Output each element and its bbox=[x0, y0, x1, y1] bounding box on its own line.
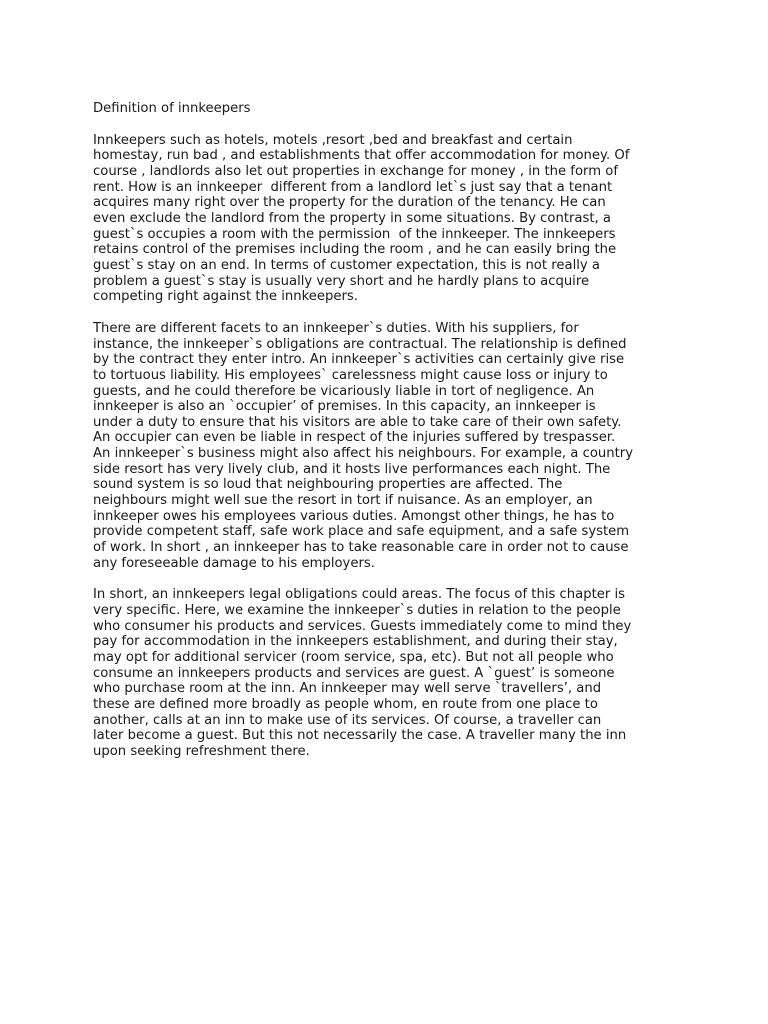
paragraph-1 bbox=[93, 133, 683, 305]
paragraph-line: Innkeepers such as hotels, motels ,resort ,bed and breakfast and certain bbox=[93, 132, 573, 148]
paragraph-line: upon seeking refreshment there. bbox=[93, 743, 310, 759]
document-title: Definition of innkeepers bbox=[93, 101, 251, 116]
paragraph-line: guest`s stay on an end. In terms of customer expectation, this is not really a bbox=[93, 257, 600, 273]
document-body bbox=[93, 101, 683, 776]
paragraph-line: under a duty to ensure that his visitors are able to take care of their own safety. bbox=[93, 414, 622, 430]
paragraph-line: acquires many right over the property for the duration of the tenancy. He can bbox=[93, 195, 606, 211]
paragraph-line: innkeeper owes his employees various duties. Amongst other things, he has to bbox=[93, 508, 615, 524]
paragraph-line: of work. In short , an innkeeper has to take reasonable care in order not to cause bbox=[93, 540, 629, 556]
paragraph-line: course , landlords also let out properties in exchange for money , in the form of bbox=[93, 163, 618, 179]
paragraph-line: homestay, run bad , and establishments that offer accommodation for money. Of bbox=[93, 148, 630, 164]
paragraph-line: An innkeeper`s business might also affect his neighbours. For example, a country bbox=[93, 446, 634, 462]
paragraph-line: any foreseeable damage to his employers. bbox=[93, 555, 375, 571]
paragraph-line: There are different facets to an innkeeper`s duties. With his suppliers, for bbox=[93, 320, 579, 336]
paragraph-line: even exclude the landlord from the property in some situations. By contrast, a bbox=[93, 210, 612, 226]
paragraph-line: guest`s occupies a room with the permission of the innkeeper. The innkeepers bbox=[93, 226, 616, 242]
paragraph-line: may opt for additional servicer (room service, spa, etc). But not all people who bbox=[93, 650, 614, 665]
paragraph-line: guests, and he could therefore be vicariously liable in tort of negligence. An bbox=[93, 383, 595, 399]
paragraph-line: pay for accommodation in the innkeepers establishment, and during their stay, bbox=[93, 634, 618, 650]
paragraph-line: innkeeper is also an `occupier’ of premises. In this capacity, an innkeeper is bbox=[93, 399, 596, 415]
paragraph-line: who consumer his products and services. Guests immediately come to mind they bbox=[93, 618, 632, 634]
paragraph-line: later become a guest. But this not necessarily the case. A traveller many the inn bbox=[93, 728, 627, 744]
paragraph-line: An occupier can even be liable in respect of the injuries suffered by trespasser. bbox=[93, 430, 616, 446]
paragraph-line: these are defined more broadly as people whom, en route from one place to bbox=[93, 696, 598, 712]
paragraph-line: who purchase room at the inn. An innkeeper may well serve `travellers’, and bbox=[93, 681, 602, 697]
paragraph-line: another, calls at an inn to make use of its services. Of course, a traveller can bbox=[93, 712, 602, 728]
paragraph-line: very specific. Here, we examine the innkeeper`s duties in relation to the people bbox=[93, 603, 621, 619]
paragraph-line: side resort has very lively club, and it hosts live performances each night. The bbox=[93, 461, 611, 477]
paragraph-line: competing right against the innkeepers. bbox=[93, 289, 358, 305]
paragraph-3 bbox=[93, 587, 683, 759]
paragraph-line: consume an innkeepers products and services are guest. A `guest’ is someone bbox=[93, 665, 615, 681]
paragraph-line: retains control of the premises including the room , and he can easily bring the bbox=[93, 242, 617, 258]
paragraph-line: In short, an innkeepers legal obligations could areas. The focus of this chapter is bbox=[93, 587, 626, 603]
paragraph-line: provide competent staff, safe work place and safe equipment, and a safe system bbox=[93, 524, 630, 540]
paragraph-line: to tortuous liability. His employees` carelessness might cause loss or injury to bbox=[93, 367, 608, 383]
paragraph-line: neighbours might well sue the resort in tort if nuisance. As an employer, an bbox=[93, 493, 593, 509]
paragraph-line: instance, the innkeeper`s obligations are contractual. The relationship is defined bbox=[93, 336, 627, 352]
paragraph-2 bbox=[93, 321, 683, 572]
paragraph-line: sound system is so loud that neighbouring properties are affected. The bbox=[93, 477, 563, 493]
paragraph-line: problem a guest`s stay is usually very short and he hardly plans to acquire bbox=[93, 273, 590, 289]
paragraph-line: rent. How is an innkeeper different from a landlord let`s just say that a tenant bbox=[93, 179, 613, 195]
paragraph-list bbox=[93, 133, 683, 760]
paragraph-line: by the contract they enter intro. An innkeeper`s activities can certainly give rise bbox=[93, 352, 625, 368]
